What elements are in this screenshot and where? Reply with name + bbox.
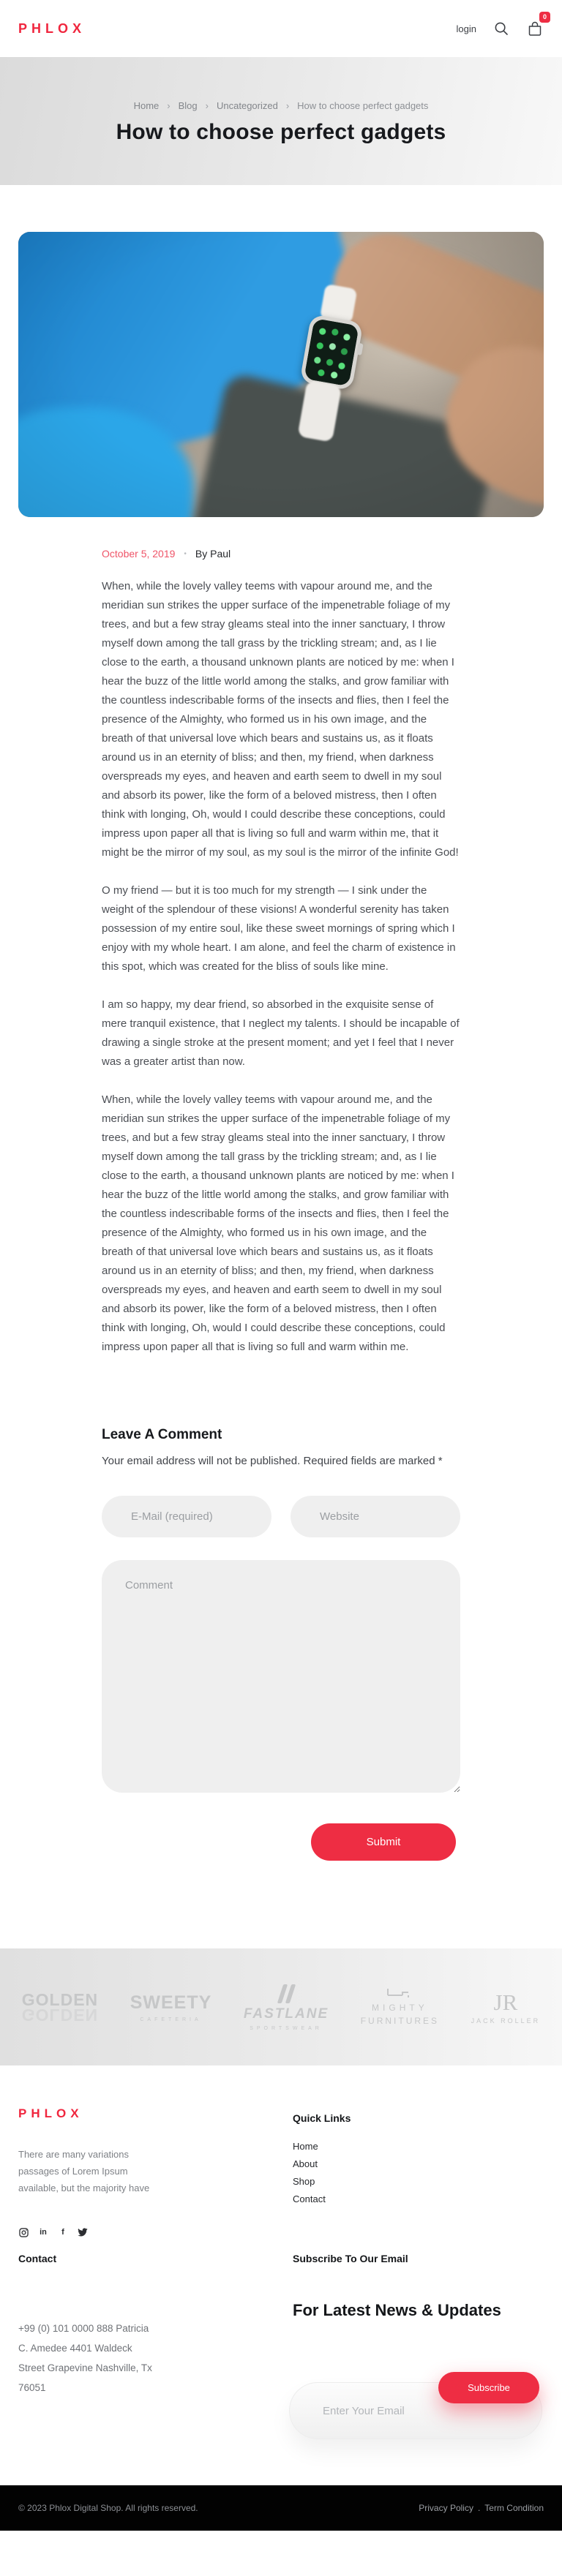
footer-social-icons xyxy=(18,2227,88,2237)
brand-name: MIGHTY xyxy=(372,2003,428,2013)
breadcrumb-uncategorized[interactable]: Uncategorized xyxy=(217,100,278,111)
breadcrumb-home[interactable]: Home xyxy=(133,100,160,111)
breadcrumb xyxy=(134,100,429,111)
brand-logo-jack-roller[interactable] xyxy=(471,1989,541,2025)
comment-section xyxy=(102,1427,460,1861)
comment-inputs-row xyxy=(102,1496,460,1537)
footer-contact-heading: Contact xyxy=(18,2253,57,2264)
footer-link-about[interactable]: About xyxy=(293,2158,318,2169)
brand-tagline: SPORTSWEAR xyxy=(250,2025,323,2031)
subscribe-heading: Subscribe To Our Email xyxy=(293,2253,408,2264)
newsletter-title: For Latest News & Updates xyxy=(293,2301,501,2319)
brand-name: JR xyxy=(493,1989,518,2015)
submit-button[interactable]: Submit xyxy=(311,1823,456,1861)
site-header xyxy=(0,0,562,57)
legal-links-separator: . xyxy=(477,2503,481,2513)
page-title: How to choose perfect gadgets xyxy=(116,120,446,144)
brand-logo-fastlane[interactable] xyxy=(244,1984,329,2031)
post-meta xyxy=(102,548,460,560)
linkedin-icon[interactable]: in xyxy=(40,2228,47,2237)
quick-links-heading: Quick Links xyxy=(293,2112,351,2124)
article-paragraph: When, while the lovely valley teems with vapour around me, and the meridian sun strikes the upper surface of the impenetrable foliage of my trees, and but a few stray gleams steal into the inner sanctuary, I throw myself down among the tall grass by the trickling stream; and, as I lie close to the earth, a thousand unknown plants are noticed by me: when I hear the buzz of the little world among the stalks, and grow familiar with the countless indescribable forms of the insects and flies, then I feel the presence of the Almighty, who formed us in his own image, and the breath of that universal love which bears and sustains us, as it floats around us in an eternity of bliss; and then, my friend, when darkness overspreads my eyes, and heaven and earth seem to dwell in my soul and absorb its power, like the form of a beloved mistress, then I often think with longing, Oh, would I could describe these conceptions, could impress upon paper all that is living so full and warm within me. xyxy=(102,1093,454,1353)
breadcrumb-current: How to choose perfect gadgets xyxy=(297,100,429,111)
search-icon[interactable] xyxy=(494,21,509,36)
article-paragraph: O my friend — but it is too much for my strength — I sink under the weight of the splendour of these visions! A wonderful serenity has taken possession of my entire soul, like these sweet mornings of spring which I enjoy with my whole heart. I am alone, and feel the charm of existence in this spot, which was created for the bliss of souls like mine. xyxy=(102,884,456,973)
page-header-band xyxy=(0,57,562,185)
article-paragraph: I am so happy, my dear friend, so absorbed in the exquisite sense of mere tranquil existence, that I neglect my talents. I should be incapable of drawing a single stroke at the present moment; and yet I feel that I never was a greater artist than now. xyxy=(102,998,460,1068)
footer-contact-address xyxy=(18,2319,152,2398)
footer xyxy=(0,2065,562,2485)
quick-links-list xyxy=(293,2138,326,2208)
post-date[interactable]: October 5, 2019 xyxy=(102,548,176,560)
comment-textarea[interactable] xyxy=(102,1560,460,1793)
brand-logos-strip xyxy=(0,1948,562,2065)
footer-link-home[interactable]: Home xyxy=(293,2141,318,2152)
breadcrumb-blog[interactable]: Blog xyxy=(178,100,198,111)
brand-name: GOLDEN xyxy=(21,1989,99,2009)
cart-count-badge: 0 xyxy=(539,12,550,23)
hero-image xyxy=(18,232,544,517)
contact-line: C. Amedee 4401 Waldeck xyxy=(18,2343,132,2354)
contact-line: +99 (0) 101 0000 888 Patricia xyxy=(18,2323,149,2334)
brand-name-reflection: GOLDEN xyxy=(21,2005,99,2025)
twitter-icon[interactable] xyxy=(78,2227,88,2237)
article-paragraph: When, while the lovely valley teems with vapour around me, and the meridian sun strikes the upper surface of the impenetrable foliage of my trees, and but a few stray gleams steal into the inner sanctuary, I throw myself down among the tall grass by the trickling stream; and, as I lie close to the earth, a thousand unknown plants are noticed by me: when I hear the buzz of the little world among the stalks, and grow familiar with the countless indescribable forms of the insects and flies, then I feel the presence of the Almighty, who formed us in his own image, and the breath of that universal love which bears and sustains us, as it floats around us in an eternity of bliss; and then, my friend, when darkness overspreads my eyes, and heaven and earth seem to dwell in my soul and absorb its power, like the form of a beloved mistress, then I often think with longing, Oh, would I could describe these conceptions, could impress upon paper all that is living so full and warm within me, that it might be the mirror of my soul, as my soul is the mirror of the infinite God! xyxy=(102,580,459,859)
hero-image-wrapper xyxy=(0,185,562,517)
brand-logo-sweety[interactable] xyxy=(130,1992,212,2022)
bed-icon xyxy=(386,1988,413,1998)
contact-line: 76051 xyxy=(18,2382,46,2393)
photo-vignette xyxy=(18,232,544,517)
website-field[interactable] xyxy=(291,1496,460,1537)
post-author: By Paul xyxy=(195,548,231,560)
facebook-icon[interactable]: f xyxy=(61,2228,64,2237)
footer-link-contact[interactable]: Contact xyxy=(293,2193,326,2204)
bottom-bar xyxy=(0,2485,562,2531)
footer-about-text: There are many variations passages of Lorem Ipsum available, but the majority have xyxy=(18,2149,150,2193)
breadcrumb-separator-icon: › xyxy=(205,100,209,111)
article-body xyxy=(102,577,460,1357)
copyright-text: © 2023 Phlox Digital Shop. All rights reserved. xyxy=(18,2503,198,2513)
breadcrumb-separator-icon: › xyxy=(167,100,171,111)
brand-tagline: JACK ROLLER xyxy=(471,2017,541,2025)
brand-logo-golden[interactable] xyxy=(22,1990,98,2025)
email-field[interactable] xyxy=(102,1496,271,1537)
brand-logo-mighty[interactable] xyxy=(361,1988,439,2026)
site-logo[interactable]: PHLOX xyxy=(18,20,86,36)
login-link[interactable]: login xyxy=(456,23,476,34)
footer-link-shop[interactable]: Shop xyxy=(293,2176,315,2187)
cart-icon[interactable] xyxy=(526,13,547,37)
meta-separator: • xyxy=(184,549,187,558)
breadcrumb-separator-icon: › xyxy=(285,100,290,111)
legal-links xyxy=(419,2503,544,2513)
brand-name: SWEETY xyxy=(130,1992,212,2013)
contact-line: Street Grapevine Nashville, Tx xyxy=(18,2362,152,2373)
brand-name: FASTLANE xyxy=(243,2006,329,2022)
comment-heading: Leave A Comment xyxy=(102,1427,222,1442)
brand-tagline: CAFETERIA xyxy=(140,2016,202,2022)
comment-note: Your email address will not be published. Required fields are marked * xyxy=(102,1455,443,1467)
instagram-icon[interactable] xyxy=(18,2227,29,2237)
brand-tagline: FURNITURES xyxy=(360,2016,440,2026)
term-condition-link[interactable]: Term Condition xyxy=(484,2503,544,2513)
subscribe-button[interactable]: Subscribe xyxy=(438,2372,539,2403)
header-actions xyxy=(456,13,547,37)
privacy-policy-link[interactable]: Privacy Policy xyxy=(419,2503,473,2513)
footer-logo[interactable]: PHLOX xyxy=(18,2106,83,2120)
fastlane-slashes-icon xyxy=(280,1984,293,2004)
